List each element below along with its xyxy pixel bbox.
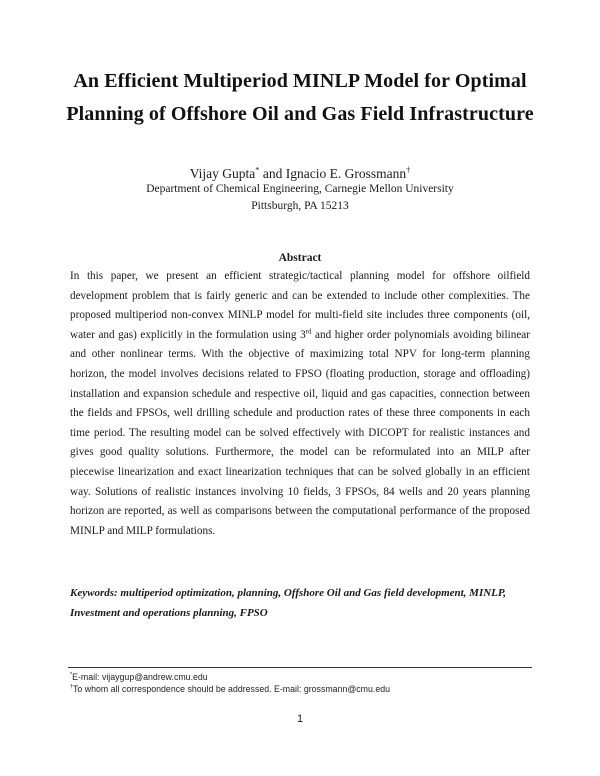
paper-title-line-1: An Efficient Multiperiod MINLP Model for Optimal	[73, 70, 527, 92]
author-name: Vijay Gupta	[189, 166, 256, 181]
author-name: and Ignacio E. Grossmann	[262, 166, 407, 181]
author-list	[60, 166, 540, 182]
footnote	[70, 684, 390, 694]
superscript: rd	[305, 327, 312, 336]
author-footnote-mark: *	[255, 165, 260, 175]
abstract-text-part: and higher order polynomials avoiding bilinear and other nonlinear terms. With the objective of maximizing total NPV for long-term planning horizon, the model involves decisions related to FPSO (floating production, storage and offloading) installation and expansion schedule and respective oil, liquid and gas capacities, connection between the fields and FPSOs, well drilling schedule and production rates of these three components in each time period. The resulting model can be solved effectively with DICOPT for realistic instances and gives good quality solutions. Furthermore, the model can be reformulated into an MILP after piecewise linearization and exact linearization techniques that can be solved globally in an efficient way. Solutions of realistic instances involving 10 fields, 3 FPSOs, 84 wells and 20 years planning horizon are reported, as well as comparisons between the computational performance of the proposed MINLP and MILP formulations.	[70, 328, 530, 537]
abstract-heading: Abstract	[278, 252, 322, 264]
footnote	[70, 672, 208, 682]
abstract-text	[70, 267, 530, 541]
keywords: Keywords: multiperiod optimization, planning, Offshore Oil and Gas field development, MINLP, Investment and operations planning, FPSO	[70, 587, 506, 619]
footnote-mark: *	[70, 672, 73, 679]
affiliation-line: Department of Chemical Engineering, Carnegie Mellon University	[146, 183, 454, 195]
footnote-divider	[68, 667, 532, 668]
affiliation-line: Pittsburgh, PA 15213	[251, 200, 349, 212]
author-footnote-mark: †	[406, 165, 411, 175]
page-number: 1	[296, 713, 304, 725]
footnote-mark: †	[70, 684, 74, 691]
footnote-text: E-mail: vijaygup@andrew.cmu.edu	[72, 672, 208, 682]
paper-title-line-2: Planning of Offshore Oil and Gas Field Infrastructure	[66, 103, 534, 125]
footnote-text: To whom all correspondence should be addressed. E-mail: grossmann@cmu.edu	[73, 684, 391, 694]
abstract-text-part: In this paper, we present an efficient strategic/tactical planning model for offshore oilfield development problem that is fairly generic and can be extended to include other complexities. The proposed multiperiod non-convex MINLP model for multi-field site includes three components (oil, water and gas) explicitly in the formulation using 3	[70, 270, 530, 341]
